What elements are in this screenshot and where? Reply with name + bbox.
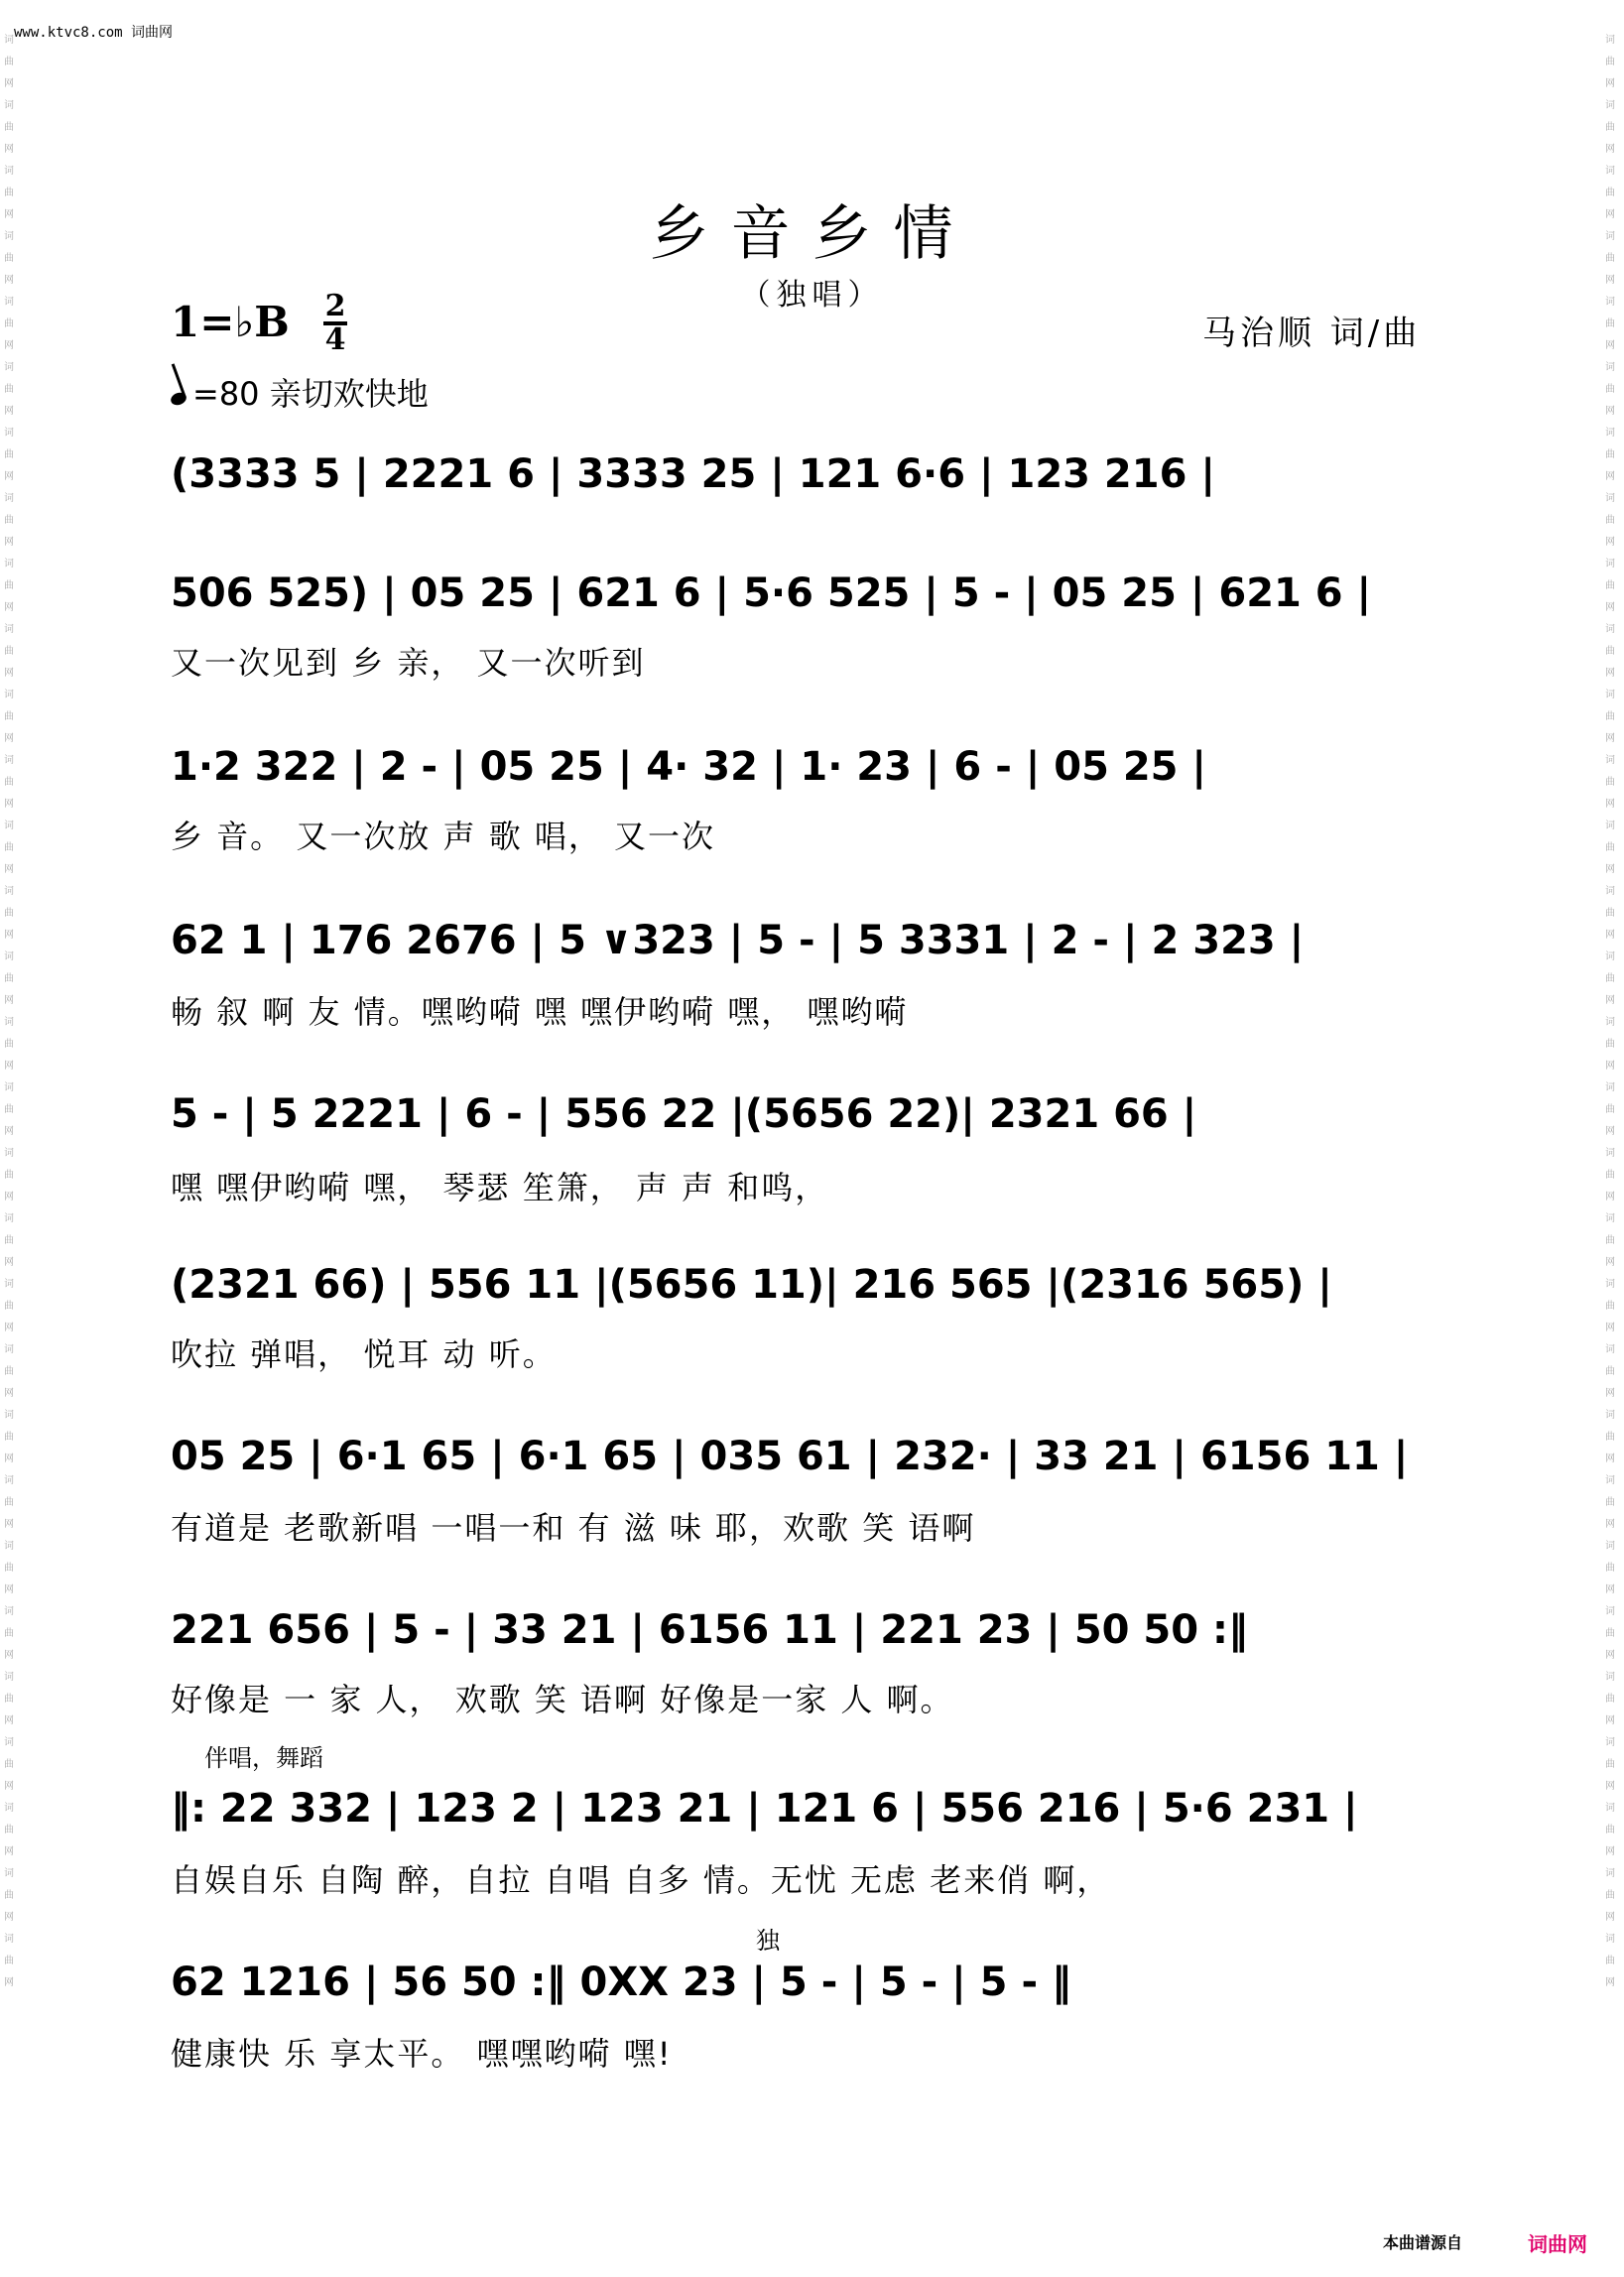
lyric-row-7: 有道是 老歌新唱 一唱一和 有 滋 味 耶，欢歌 笑 语啊 [171, 1509, 976, 1547]
notation-row-4: 62 1 | 176 2676 | 5 ∨323 | 5 - | 5 3331 | 2 - | 2 323 | [171, 918, 1305, 963]
tempo-text: =80 亲切欢快地 [192, 375, 429, 413]
right-watermark-strip: 词曲网词曲网词曲网词曲网词曲网词曲网词曲网词曲网词曲网词曲网词曲网词曲网词曲网词曲网词曲网词曲网词曲网词曲网词曲网词曲网词曲网词曲网词曲网词曲网词曲网词曲网词曲网词曲网词曲网词曲网 [1605, 35, 1615, 1988]
lyric-row-8: 好像是 一 家 人， 欢歌 笑 语啊 好像是一家 人 啊。 [171, 1681, 954, 1718]
key-signature: 1=♭B [171, 298, 290, 346]
lyric-row-6: 吹拉 弹唱， 悦耳 动 听。 [171, 1335, 557, 1373]
notation-row-5: 5 - | 5 2221 | 6 - | 556 22 |(5656 22)| 2321 66 | [171, 1091, 1197, 1137]
notation-row-1: (3333 5 | 2221 6 | 3333 25 | 121 6·6 | 123 216 | [171, 451, 1215, 497]
composer-credit: 马治顺 词/曲 [1202, 314, 1422, 353]
footer-source: 本曲谱源自 [1383, 2233, 1463, 2252]
quarter-note-icon [169, 391, 187, 408]
notation-row-3: 1·2 322 | 2 - | 05 25 | 4· 32 | 1· 23 | 6 - | 05 25 | [171, 744, 1207, 790]
notation-row-8: 221 656 | 5 - | 33 21 | 6156 11 | 221 23 | 50 50 :‖ [171, 1607, 1249, 1653]
left-watermark-strip: 词曲网词曲网词曲网词曲网词曲网词曲网词曲网词曲网词曲网词曲网词曲网词曲网词曲网词曲网词曲网词曲网词曲网词曲网词曲网词曲网词曲网词曲网词曲网词曲网词曲网词曲网词曲网词曲网词曲网词曲网 [4, 35, 14, 1988]
time-denominator: 4 [324, 322, 346, 357]
footer-logo[interactable]: 词曲网 [1528, 2232, 1587, 2256]
lyric-row-5: 嘿 嘿伊哟嗬 嘿， 琴瑟 笙箫， 声 声 和鸣， [171, 1169, 829, 1206]
lyric-row-10: 健康快 乐 享太平。 嘿嘿哟嗬 嘿! [171, 2035, 673, 2073]
song-title: 乡音乡情 [649, 199, 975, 269]
duet-annotation: 伴唱，舞蹈 [204, 1744, 323, 1772]
notation-row-6: (2321 66) | 556 11 |(5656 11)| 216 565 |(2316 565) | [171, 1262, 1332, 1308]
time-signature [323, 289, 347, 357]
lyric-row-2: 又一次见到 乡 亲， 又一次听到 [171, 644, 646, 682]
notation-row-2: 506 525) | 05 25 | 621 6 | 5·6 525 | 5 - | 05 25 | 621 6 | [171, 570, 1372, 616]
lyric-row-3: 乡 音。 又一次放 声 歌 唱， 又一次 [171, 818, 716, 855]
tempo-marking [171, 369, 429, 415]
lyric-row-9: 自娱自乐 自陶 醉，自拉 自唱 自多 情。无忧 无虑 老来俏 啊， [171, 1861, 1111, 1899]
notation-row-9: ‖: 22 332 | 123 2 | 123 21 | 121 6 | 556 216 | 5·6 231 | [171, 1786, 1358, 1832]
solo-annotation: 独 [756, 1927, 780, 1955]
lyric-row-4: 畅 叙 啊 友 情。嘿哟嗬 嘿 嘿伊哟嗬 嘿， 嘿哟嗬 [171, 993, 909, 1031]
site-url: www.ktvc8.com 词曲网 [14, 25, 174, 41]
time-numerator: 2 [324, 289, 346, 323]
notation-row-7: 05 25 | 6·1 65 | 6·1 65 | 035 61 | 232· | 33 21 | 6156 11 | [171, 1434, 1409, 1479]
notation-row-10: 62 1216 | 56 50 :‖ 0XX 23 | 5 - | 5 - | 5 - ‖ [171, 1960, 1071, 2005]
song-subtitle: （独唱） [740, 278, 884, 313]
